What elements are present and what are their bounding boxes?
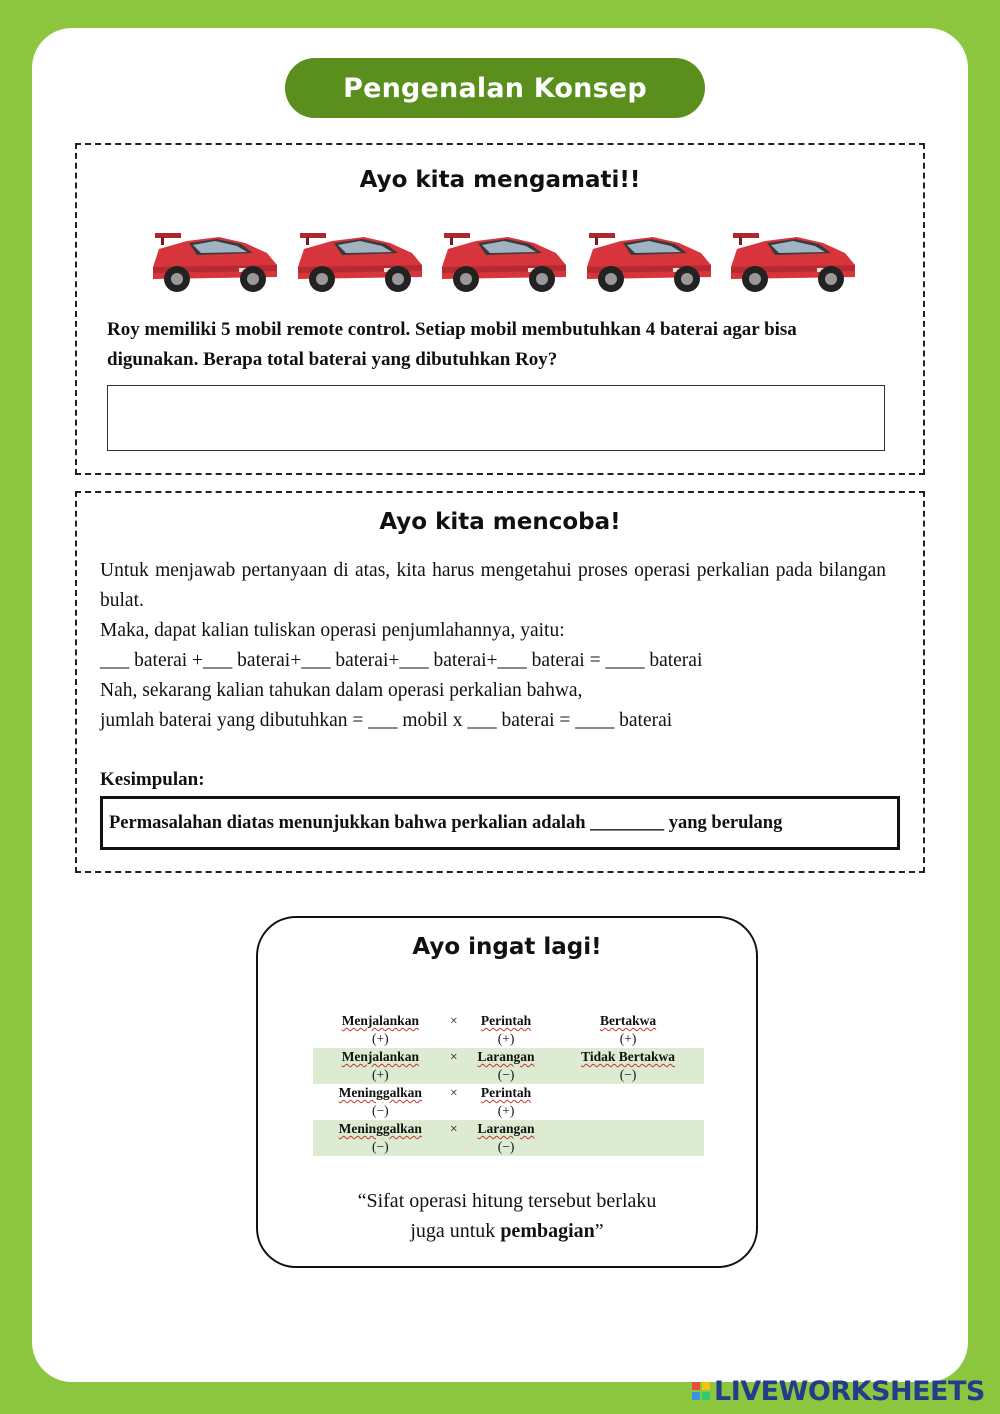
quote-line-2: juga untuk pembagian”: [410, 1220, 604, 1242]
try-paragraph: [100, 556, 886, 736]
multiplication-equation: jumlah baterai yang dibutuhkan = ___ mobil x ___ baterai = ____ baterai: [100, 710, 673, 731]
try-text-1: Untuk menjawab pertanyaan di atas, kita harus mengetahui proses operasi perkalian pada bilangan bulat.: [100, 560, 886, 611]
brand-name: LIVEWORKSHEETS: [714, 1375, 985, 1407]
table-cell: ×: [448, 1048, 460, 1084]
answer-input[interactable]: [107, 385, 885, 451]
conclusion-label: Kesimpulan:: [100, 769, 205, 790]
car-image-5: [727, 227, 859, 297]
car-images: [149, 227, 859, 299]
try-section: [75, 491, 925, 873]
remember-section: [256, 916, 758, 1268]
rule-quote: [258, 1186, 756, 1246]
addition-equation: ___ baterai +___ baterai+___ baterai+___ baterai+___ baterai = ____ baterai: [100, 650, 703, 671]
conclusion-box: Permasalahan diatas menunjukkan bahwa perkalian adalah ________ yang berulang: [100, 796, 900, 850]
table-cell: Larangan (−): [460, 1120, 552, 1156]
car-image-4: [583, 227, 715, 297]
table-cell: Perintah (+): [480, 1013, 532, 1046]
car-image-2: [294, 227, 426, 297]
observe-section: [75, 143, 925, 475]
observe-heading: Ayo kita mengamati!!: [359, 167, 641, 193]
try-heading: Ayo kita mencoba!: [379, 509, 621, 535]
logo-icon: [692, 1382, 710, 1400]
table-cell: Perintah (+): [480, 1085, 532, 1118]
sign-rules-table: [313, 1012, 704, 1156]
page-title: Pengenalan Konsep: [285, 58, 705, 118]
table-cell: [552, 1120, 704, 1156]
car-image-3: [438, 227, 570, 297]
table-row: [313, 1120, 704, 1156]
table-row: [313, 1012, 704, 1048]
table-row: [313, 1084, 704, 1120]
observe-question: [107, 315, 885, 375]
table-cell: [552, 1084, 704, 1120]
remember-heading: Ayo ingat lagi!: [412, 934, 602, 960]
quote-line-1: “Sifat operasi hitung tersebut berlaku: [357, 1190, 657, 1212]
table-row: [313, 1048, 704, 1084]
table-cell: ×: [448, 1120, 460, 1156]
table-cell: Menjalankan (+): [341, 1013, 419, 1046]
question-line-1: Roy memiliki 5 mobil remote control. Setiap mobil membutuhkan 4 baterai agar bisa: [107, 319, 797, 340]
try-text-4: Nah, sekarang kalian tahukan dalam operasi perkalian bahwa,: [100, 680, 583, 701]
try-text-2: Maka, dapat kalian tuliskan operasi penjumlahannya, yaitu:: [100, 620, 565, 641]
table-cell: Meninggalkan (−): [313, 1120, 448, 1156]
table-cell: Larangan (−): [460, 1048, 552, 1084]
table-cell: Menjalankan (+): [313, 1048, 448, 1084]
table-cell: Meninggalkan (−): [338, 1085, 422, 1118]
table-cell: ×: [449, 1085, 458, 1100]
liveworksheets-logo: [692, 1376, 985, 1406]
table-cell: Tidak Bertakwa (−): [552, 1048, 704, 1084]
car-image-1: [149, 227, 281, 297]
table-cell: Bertakwa (+): [599, 1013, 657, 1046]
question-line-2: digunakan. Berapa total baterai yang dibutuhkan Roy?: [107, 349, 558, 370]
table-cell: ×: [449, 1013, 458, 1028]
